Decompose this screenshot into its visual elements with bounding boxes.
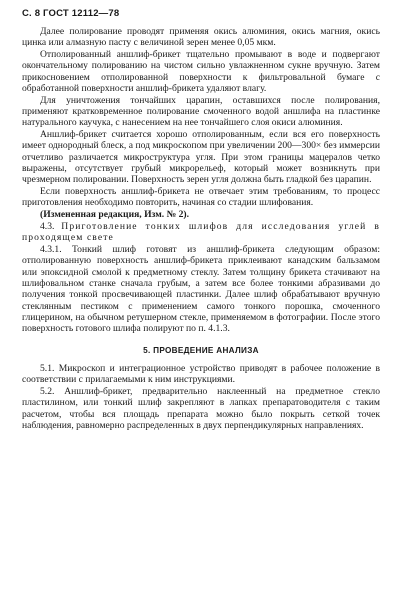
paragraph-polishing-agents: Далее полирование проводят применяя окись алюминия, окись магния, окись цинка или алмазную пасту с величиной зерен менее 0,05 мкм. (22, 26, 380, 49)
section-4-3-title-text: Приготовление тонких шлифов для исследования углей в проходящем свете (22, 221, 380, 244)
page-header: С. 8 ГОСТ 12112—78 (22, 8, 120, 19)
revision-note: (Измененная редакция, Изм. № 2). (40, 209, 190, 221)
paragraph-scratch-removal: Для уничтожения тончайших царапин, оставшихся после полирования, применяют кратковременное полирование смоченного водой аншлифа на пластинке натурального каучука, с нанесением на нее тончайшего слоя окиси алюминия. (22, 94, 380, 129)
section-4-3-number: 4.3. (40, 221, 55, 233)
paragraph-final-polishing: Отполированный аншлиф-брикет тщательно промывают в воде и подвергают окончательному полированию на чистом сильно увлажненном сукне вручную. Затем прикосновением отполированной поверхности к фильтровальной бумаге с обработанной поверхности аншлиф-брикета удаляют влагу. (22, 49, 380, 94)
section-5-heading: 5. ПРОВЕДЕНИЕ АНАЛИЗА (143, 345, 259, 355)
section-4-3-title (22, 221, 380, 244)
paragraph-polish-criteria: Аншлиф-брикет считается хорошо отполированным, если вся его поверхность имеет однородный блеск, а под микроскопом при увеличении 200—300× без иммерсии отчетливо различается микроструктура угля. При этом границы мацералов четко выражены, отсутствует грубый микрорельеф, который может возникнуть при чрезмерном полировании. Поверхность зерен угля должна быть гладкой без царапин. (22, 129, 380, 186)
paragraph-5-1: 5.1. Микроскоп и интеграционное устройство приводят в рабочее положение в соответствии с прилагаемыми к ним инструкциями. (22, 362, 380, 386)
paragraph-5-2: 5.2. Аншлиф-брикет, предварительно наклеенный на предметное стекло пластилином, или тонкий шлиф закрепляют в лапках препаратоводителя с таким расчетом, чтобы вся площадь препарата можно было покрыть сеткой точек наблюдения, равномерно распределенных в двух перпендикулярных направлениях. (22, 385, 380, 431)
paragraph-4-3-1: 4.3.1. Тонкий шлиф готовят из аншлиф-брикета следующим образом: отполированную поверхность аншлиф-брикета приклеивают канадским бальзамом или эпоксидной смолой к предметному стеклу. Затем толщину брикета стачивают на шлифовальном станке сначала грубым, а затем все более тонкими абразивами до получения тонкой просвечивающей пластинки. Далее шлиф обрабатывают вручную стеклянным пестиком с применением самого тонкого порошка, смоченного глицерином, на обычном ретушерном стекле, применяемом в фотографии. После этого поверхность готового шлифа полируют по п. 4.1.3. (22, 244, 380, 335)
document-body (22, 26, 380, 431)
paragraph-repeat-process: Если поверхность аншлиф-брикета не отвечает этим требованиям, то процесс приготовления необходимо повторить, начиная со стадии шлифования. (22, 186, 380, 209)
